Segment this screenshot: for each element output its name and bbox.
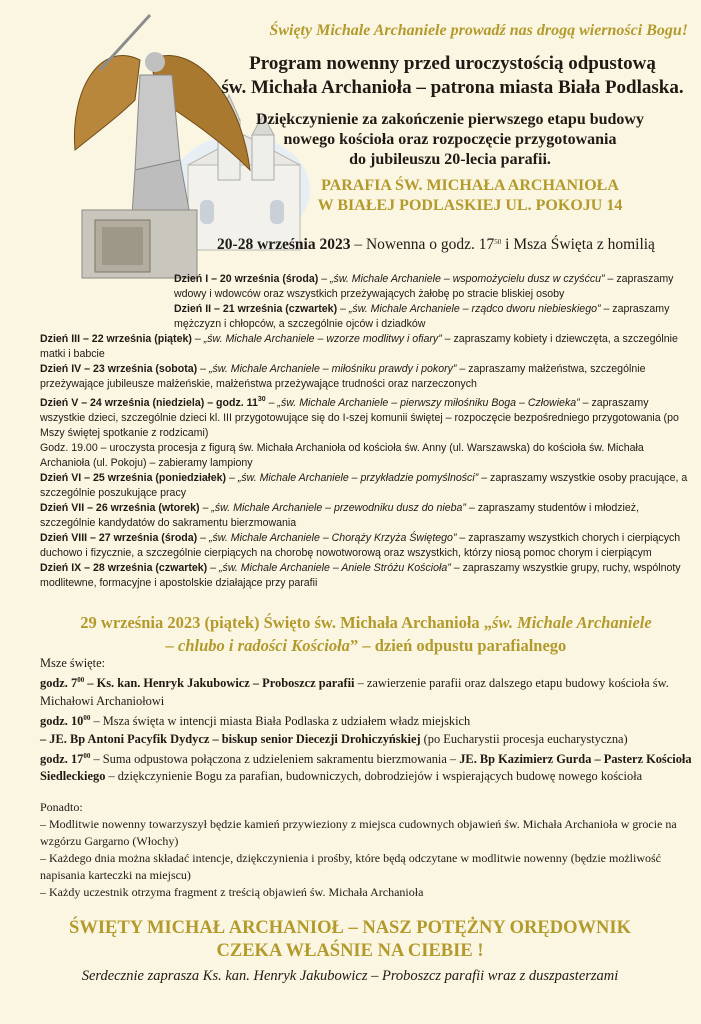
- novena-dates: 20-28 września 2023 – Nowenna o godz. $17^{50}$ i Msza Święta z homilią: [217, 236, 655, 253]
- info-item: – Modlitwie nowenny towarzyszył będzie kamień przywieziony z miejsca cudownych objawień św. Michała Archanioła w grocie na wzgórzu Gargarno (Włochy): [40, 817, 677, 848]
- day-list: [40, 332, 692, 591]
- parish-name: PARAFIA ŚW. MICHAŁA ARCHANIOŁA W BIAŁEJ PODLASKIEJ UL. POKOJU 14: [317, 177, 623, 214]
- info-item: – Każdego dnia można składać intencje, dziękczynienia i prośby, które będą odczytane w modlitwie nowenny (będzie możliwość napisania karteczki na miejscu): [40, 851, 661, 882]
- page-title: Program nowenny przed uroczystością odpustową św. Michała Archanioła – patrona miasta Biała Podlaska.: [221, 53, 684, 98]
- mass-item: godz. $10^{00}$ – Msza święta w intencji miasta Biała Podlaska z udziałem władz miejskich: [40, 714, 471, 729]
- mass-item: godz. $7^{00}$ – Ks. kan. Henryk Jakubowicz – Proboszcz parafii – zawierzenie parafii oraz dalszego etapu budowy kościoła św. Michałowi Archaniołowi: [40, 676, 669, 708]
- signature: Serdecznie zaprasza Ks. kan. Henryk Jakubowicz – Proboszcz parafii wraz z duszpasterzami: [81, 968, 619, 984]
- day-item: Dzień IX – 28 września (czwartek) – „św. Michale Archaniele – Aniele Stróżu Kościoła” – zapraszamy wszystkie grupy, ruchy, wspólnoty modlitewne, formacyjne i apostolskie działające przy parafii: [40, 562, 681, 589]
- procession-note: Godz. 19.00 – uroczysta procesja z figurą św. Michała Archanioła od kościoła św. Anny (ul. Warszawska) do kościoła św. Michała Archanioła (ul. Pokoju) – zabieramy lampiony: [40, 442, 644, 469]
- day-item: Dzień V – 24 września (niedziela) – godz. $11^{30}$ – „św. Michale Archaniele – pierwszy miłośniku Boga – Człowieka” – zapraszamy wszystkie dzieci, szczególnie dzieci kl. III przygotowujące się do I-szej komunii świętej – rozpoczęcie bezpośredniego przygotowania (po Mszy świętej spotkanie z rodzicami): [40, 396, 679, 439]
- mass-item: godz. $17^{00}$ – Suma odpustowa połączona z udzieleniem sakramentu bierzmowania – JE. Bp Kazimierz Gurda – Pasterz Kościoła Siedleckiego – dziękczynienie Bogu za parafian, budowniczych, dobrodziejów i wspierających budowę nowego kościoła: [40, 752, 692, 784]
- day-item: Dzień VII – 26 września (wtorek) – „św. Michale Archaniele – przewodniku dusz do nieba” – zapraszamy studentów i młodzież, szczególnie kandydatów do sakramentu bierzmowania: [40, 502, 640, 529]
- additional-label: Ponadto:: [40, 800, 83, 814]
- day-item: Dzień IV – 23 września (sobota) – „św. Michale Archaniele – miłośniku prawdy i pokory” – zapraszamy małżeństwa, szczególnie przeżywające jubileusze małżeńskie, małżeństwa przeżywające trudności oraz narzeczonych: [40, 363, 646, 390]
- mass-item: – JE. Bp Antoni Pacyfik Dydycz – biskup senior Diecezji Drohiczyńskiej (po Eucharystii procesja eucharystyczna): [40, 731, 628, 746]
- additional-info: [40, 799, 692, 901]
- day-item: Dzień I – 20 września (środa) – „św. Michale Archaniele – wspomożycielu dusz w czyśćcu” – zapraszamy wdowy i wdowców oraz wszystkich przeżywających żałobę po stracie bliskiej osoby: [174, 273, 674, 300]
- day-item: Dzień II – 21 września (czwartek) – „św. Michale Archaniele – rządco dworu niebieskiego” – zapraszamy mężczyzn i chłopców, a szczególnie ojców i dziadków: [174, 303, 670, 330]
- closing-slogan: ŚWIĘTY MICHAŁ ARCHANIOŁ – NASZ POTĘŻNY ORĘDOWNIK CZEKA WŁAŚNIE NA CIEBIE !: [69, 918, 631, 961]
- feast-heading: 29 września 2023 (piątek) Święto św. Michała Archanioła „św. Michale Archaniele – chlubo i radości Kościoła” – dzień odpustu parafialnego: [80, 613, 652, 655]
- motto: Święty Michale Archaniele prowadź nas drogą wierności Bogu!: [269, 22, 688, 39]
- info-item: – Każdy uczestnik otrzyma fragment z treścią objawień św. Michała Archanioła: [40, 885, 424, 899]
- subtitle: Dziękczynienie za zakończenie pierwszego etapu budowy nowego kościoła oraz rozpoczęcie przygotowania do jubileuszu 20-lecia parafii.: [256, 111, 644, 168]
- day-item: Dzień VIII – 27 września (środa) – „św. Michale Archaniele – Chorąży Krzyża Świętego” – zapraszamy wszystkich chorych i cierpiących duchowo i fizycznie, a szczególnie cierpiących na chorobę nowotworową oraz wszystkich, którzy niosą pomoc chorym i cierpiącym: [40, 532, 681, 559]
- day-item: Dzień VI – 25 września (poniedziałek) – „św. Michale Archaniele – przykładzie pomyślności” – zapraszamy wszystkie osoby pracujące, a szczególnie poszukujące pracy: [40, 472, 688, 499]
- masses-label: Msze święte:: [40, 656, 106, 670]
- masses-section: [40, 655, 692, 786]
- day-item: Dzień III – 22 września (piątek) – „św. Michale Archaniele – wzorze modlitwy i ofiary” – zapraszamy kobiety i dziewczęta, a szczególnie matki i babcie: [40, 333, 678, 360]
